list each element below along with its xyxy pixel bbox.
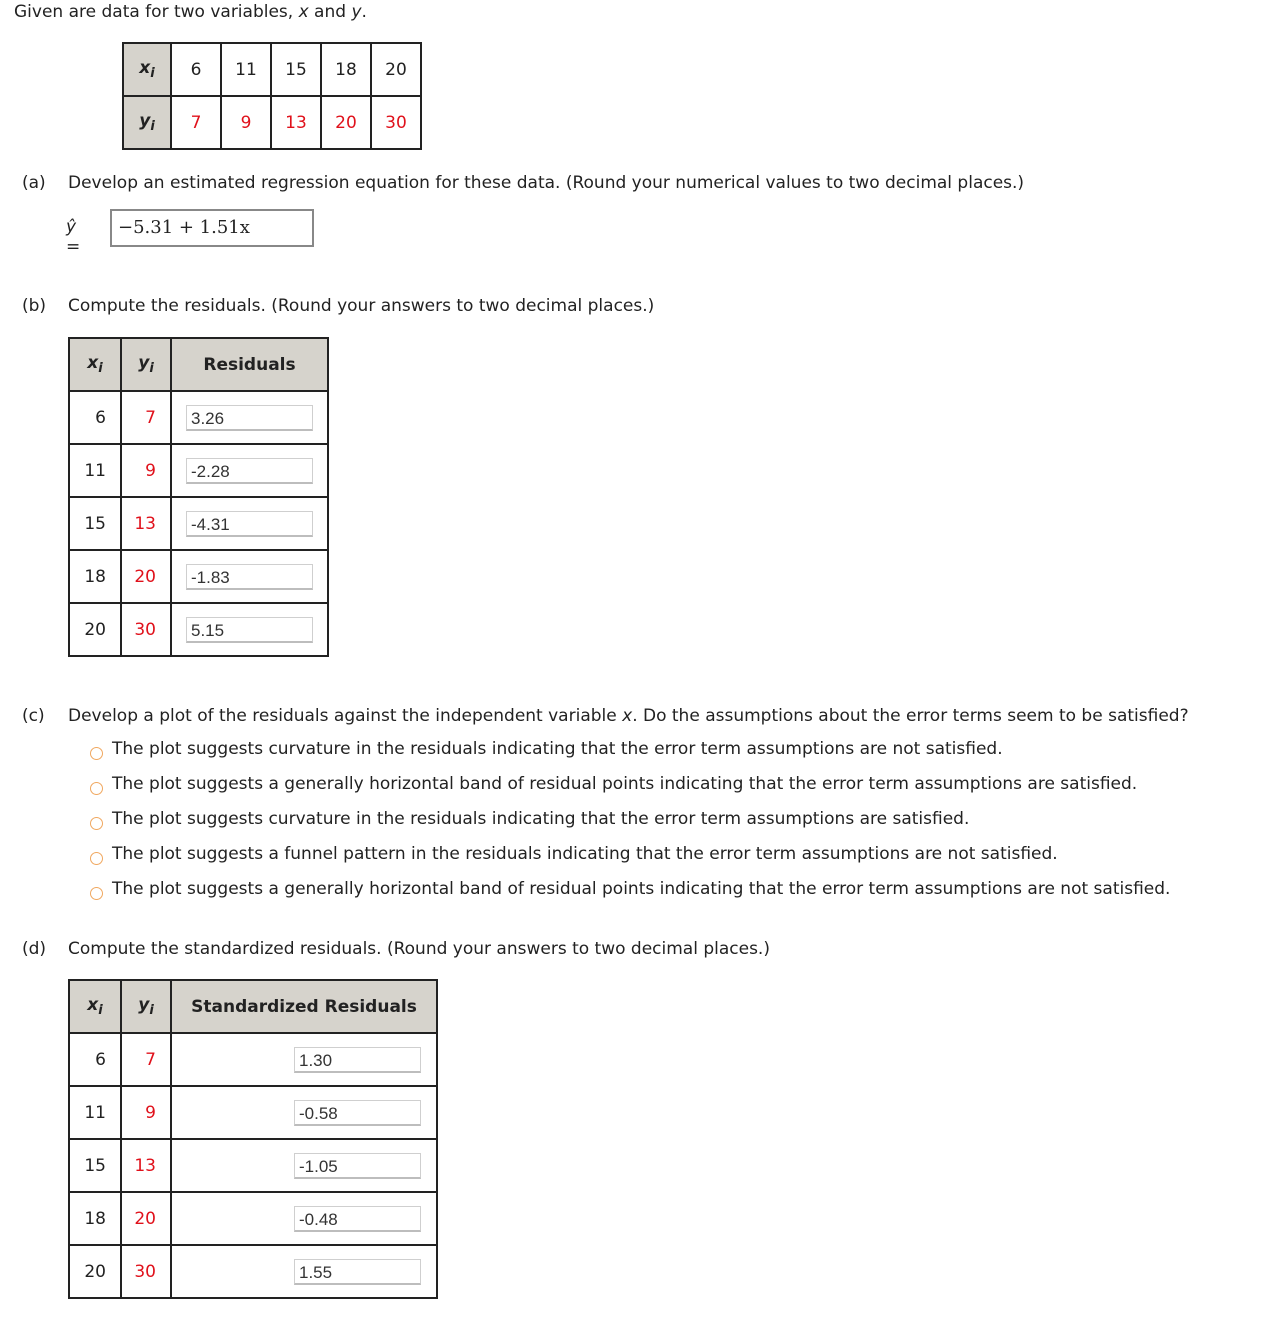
y-cell: 9 xyxy=(121,444,171,497)
x-cell: 15 xyxy=(69,497,121,550)
data-row-y xyxy=(123,96,421,149)
table-row xyxy=(69,1139,437,1192)
option-label: The plot suggests a funnel pattern in the residuals indicating that the error term assumptions are not satisfied. xyxy=(112,844,1058,864)
residuals-table xyxy=(68,337,329,657)
x-cell: 15 xyxy=(69,1139,121,1192)
residual-input[interactable]: 3.26 xyxy=(186,405,313,431)
residual-input[interactable]: -2.28 xyxy=(186,458,313,484)
y-cell: 9 xyxy=(121,1086,171,1139)
table-row xyxy=(69,497,328,550)
part-c-text: Develop a plot of the residuals against the independent variable xyxy=(68,706,623,726)
std-residual-cell xyxy=(171,1033,437,1086)
y-header: $y_i$ xyxy=(121,338,171,391)
y-cell: 20 xyxy=(121,1192,171,1245)
option-label: The plot suggests a generally horizontal band of residual points indicating that the error term assumptions are not satisfied. xyxy=(112,879,1171,899)
x-cell: 11 xyxy=(69,1086,121,1139)
x-value: 11 xyxy=(221,43,271,96)
x-cell: 20 xyxy=(69,1245,121,1298)
y-header: $y_i$ xyxy=(121,980,171,1033)
y-value: 30 xyxy=(371,96,421,149)
residuals-header: Residuals xyxy=(171,338,328,391)
part-d-label: (d) xyxy=(22,939,47,959)
std-residual-cell xyxy=(171,1139,437,1192)
data-table xyxy=(122,42,422,150)
x-header: $x_i$ xyxy=(69,980,121,1033)
std-residual-cell xyxy=(171,1192,437,1245)
residual-cell xyxy=(171,444,328,497)
residual-cell xyxy=(171,497,328,550)
standardized-residuals-header: Standardized Residuals xyxy=(171,980,437,1033)
radio-button[interactable] xyxy=(90,887,103,900)
intro-suffix: . xyxy=(361,2,367,22)
y-value: 9 xyxy=(221,96,271,149)
residual-input[interactable]: 5.15 xyxy=(186,617,313,643)
table-row xyxy=(69,444,328,497)
part-b-text: Compute the residuals. (Round your answers to two decimal places.) xyxy=(68,296,655,316)
y-cell: 20 xyxy=(121,550,171,603)
part-c-text-suffix: . Do the assumptions about the error terms seem to be satisfied? xyxy=(632,706,1189,726)
table-row xyxy=(69,550,328,603)
std-residual-cell xyxy=(171,1086,437,1139)
std-residual-input[interactable]: 1.30 xyxy=(294,1047,421,1073)
part-a-text: Develop an estimated regression equation for these data. (Round your numerical values to two decimal places.) xyxy=(68,173,1025,193)
table-row xyxy=(69,391,328,444)
x-cell: 20 xyxy=(69,603,121,656)
y-cell: 13 xyxy=(121,1139,171,1192)
std-residual-input[interactable]: -0.48 xyxy=(294,1206,421,1232)
x-cell: 6 xyxy=(69,391,121,444)
part-c-prompt xyxy=(22,706,1189,726)
yhat-symbol: ŷ = xyxy=(66,217,81,257)
residual-cell xyxy=(171,550,328,603)
y-cell: 13 xyxy=(121,497,171,550)
x-cell: 18 xyxy=(69,550,121,603)
intro-x: x xyxy=(298,2,309,22)
x-header: $x_i$ xyxy=(69,338,121,391)
y-cell: 7 xyxy=(121,391,171,444)
residual-input[interactable]: -1.83 xyxy=(186,564,313,590)
table-row xyxy=(69,1192,437,1245)
table-row xyxy=(69,603,328,656)
std-residual-input[interactable]: -0.58 xyxy=(294,1100,421,1126)
part-c-var: x xyxy=(622,706,633,726)
table-row xyxy=(69,1033,437,1086)
x-cell: 6 xyxy=(69,1033,121,1086)
part-c-label: (c) xyxy=(22,706,45,726)
data-row-x xyxy=(123,43,421,96)
x-value: 20 xyxy=(371,43,421,96)
residual-cell xyxy=(171,391,328,444)
table-row xyxy=(69,1086,437,1139)
intro-y: y xyxy=(351,2,362,22)
part-d-prompt xyxy=(22,939,770,959)
standardized-residuals-table xyxy=(68,979,438,1299)
y-cell: 30 xyxy=(121,1245,171,1298)
x-value: 15 xyxy=(271,43,321,96)
x-value: 6 xyxy=(171,43,221,96)
x-cell: 11 xyxy=(69,444,121,497)
y-value: 13 xyxy=(271,96,321,149)
std-residual-input[interactable]: -1.05 xyxy=(294,1153,421,1179)
intro-and: and xyxy=(308,2,352,22)
radio-button[interactable] xyxy=(90,747,103,760)
intro-prefix: Given are data for two variables, xyxy=(14,2,299,22)
y-cell: 30 xyxy=(121,603,171,656)
part-a-prompt xyxy=(22,173,1024,193)
part-d-text: Compute the standardized residuals. (Round your answers to two decimal places.) xyxy=(68,939,770,959)
option-label: The plot suggests curvature in the residuals indicating that the error term assumptions are not satisfied. xyxy=(112,739,1003,759)
radio-button[interactable] xyxy=(90,817,103,830)
part-a-label: (a) xyxy=(22,173,46,193)
x-cell: 18 xyxy=(69,1192,121,1245)
x-header: $x_i$ xyxy=(123,43,171,96)
radio-button[interactable] xyxy=(90,782,103,795)
part-b-prompt xyxy=(22,296,654,316)
regression-equation-input[interactable]: −5.31 + 1.51x xyxy=(110,209,314,247)
y-value: 7 xyxy=(171,96,221,149)
x-value: 18 xyxy=(321,43,371,96)
y-cell: 7 xyxy=(121,1033,171,1086)
option-label: The plot suggests curvature in the residuals indicating that the error term assumptions are satisfied. xyxy=(112,809,970,829)
std-residual-cell xyxy=(171,1245,437,1298)
residual-input[interactable]: -4.31 xyxy=(186,511,313,537)
part-b-label: (b) xyxy=(22,296,47,316)
option-label: The plot suggests a generally horizontal band of residual points indicating that the error term assumptions are satisfied. xyxy=(112,774,1138,794)
y-value: 20 xyxy=(321,96,371,149)
table-row xyxy=(69,1245,437,1298)
y-header: $y_i$ xyxy=(123,96,171,149)
std-residual-input[interactable]: 1.55 xyxy=(294,1259,421,1285)
residual-cell xyxy=(171,603,328,656)
intro-text xyxy=(14,2,367,22)
radio-button[interactable] xyxy=(90,852,103,865)
